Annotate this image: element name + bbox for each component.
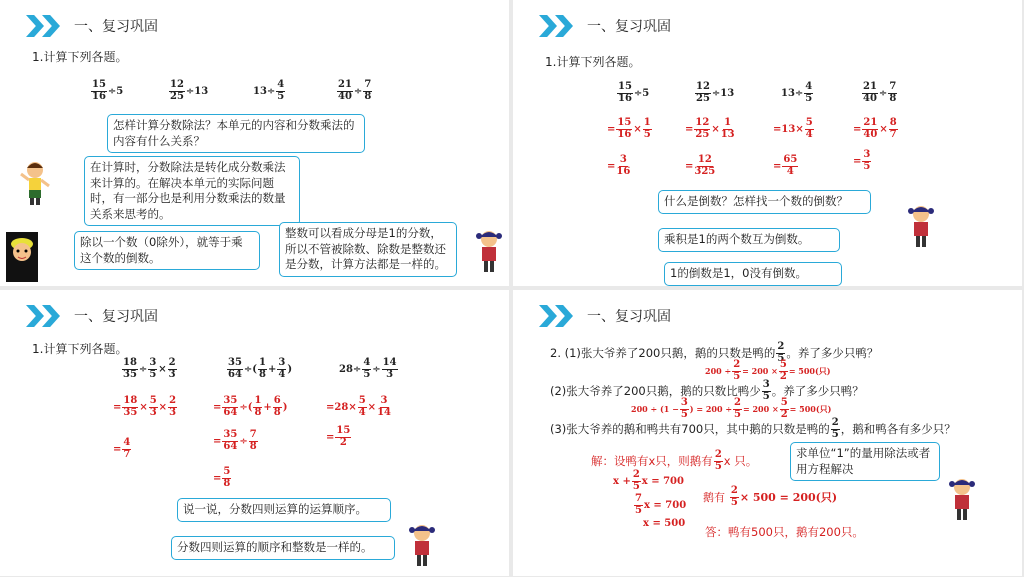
answer-1: 200 ÷ $\frac{2}{5}$ = 200 × $\frac{5}{2}$ = 500(只): [705, 359, 831, 382]
question-1: 2. (1)张大爷养了200只鹅，鹅的只数是鸭的 2 5 。养了多少只鸭？: [550, 341, 879, 364]
step-1: = $\frac{15}{16}$ × $\frac{1}{5}$: [607, 117, 651, 140]
problem-1: $\frac{15}{16}$ ÷5: [618, 81, 650, 104]
problem-1: 18 35 ÷ 3 5 × 2 3: [123, 357, 176, 380]
speech-bubble-answer: 在计算时，分数除法是转化成分数乘法来计算的。在解决本单元的实际问题时，有一部分也是利用分数乘法的数量关系来思考的。: [84, 156, 300, 226]
result-3: = 15 2: [326, 425, 351, 448]
equation-3: x = 500: [643, 518, 686, 529]
problem-3: 13÷ $\frac{4}{5}$: [253, 79, 285, 102]
result-1: = $\frac{3}{16}$: [607, 154, 631, 177]
step-1: = 18 35 × 5 3 × 2 3: [113, 395, 177, 418]
problem-4: $\frac{21}{40}$ ÷ $\frac{7}{8}$: [338, 79, 372, 102]
speech-bubble-answer: 乘积是1的两个数互为倒数。: [658, 228, 840, 252]
result-2: = $\frac{12}{325}$: [685, 154, 716, 177]
problem-1: $\frac{15}{16}$ ÷5: [92, 79, 124, 102]
result-1: = 4 7: [113, 437, 131, 460]
speech-bubble-question: 什么是倒数？怎样找一个数的倒数？: [658, 190, 871, 214]
answer-2: 200 ÷ (1 − $\frac{3}{5}$ ) = 200 ÷ $\frac{2}{5}$ = 200 × $\frac{5}{2}$ = 500(只): [631, 397, 832, 420]
step-2: = $\frac{12}{25}$ × $\frac{1}{13}$: [685, 117, 735, 140]
girl-pigtails-icon: [945, 476, 979, 522]
question-2: (2)张大爷养了200只鹅，鹅的只数比鸭少 3 5 。养了多少只鸭？: [550, 379, 864, 402]
solution-setup: 解：设鸭有x只，则鹅有 2 5 x 只。: [591, 449, 758, 472]
problem-2: 35 64 ÷( 1 8 + 3 4 ): [228, 357, 293, 380]
question-3: (3)张大爷养的鹅和鸭共有700只，其中鹅的只数是鸭的 2 5 ，鹅和鸭各有多少只？: [550, 417, 956, 440]
section-header: [539, 13, 671, 39]
result-3: = $\frac{65}{4}$: [773, 154, 798, 177]
speech-bubble-integer: 整数可以看成分母是1的分数，所以不管被除数、除数是整数还是分数，计算方法都是一样的。: [279, 222, 457, 277]
speech-bubble-fact: 1的倒数是1，0没有倒数。: [664, 262, 842, 286]
step-2b: = 35 64 ÷ 7 8: [213, 429, 257, 452]
problem-3: 13÷ $\frac{4}{5}$: [781, 81, 813, 104]
question-subtitle: 1.计算下列各题。: [545, 55, 641, 69]
boy-character-icon: [6, 232, 38, 282]
girl-pigtails-icon: [405, 522, 439, 568]
speech-bubble-question: 怎样计算分数除法？本单元的内容和分数乘法的内容有什么关系？: [107, 114, 365, 153]
equation-1: x + $\frac{2}{5}$ x = 700: [613, 469, 684, 492]
chevron-arrows-icon: [26, 305, 66, 327]
chevron-arrows-icon: [26, 15, 66, 37]
slide-panel-2[interactable]: [513, 0, 1022, 286]
problem-2: $\frac{12}{25}$ ÷13: [696, 81, 735, 104]
section-title: 一、复习巩固: [74, 309, 158, 325]
section-header: [26, 303, 158, 329]
step-3: = 28 × 5 4 × 3 14: [326, 395, 391, 418]
slide-panel-1[interactable]: [0, 0, 509, 286]
girl-pigtails-icon: [904, 203, 938, 249]
speech-bubble-answer: 分数四则运算的顺序和整数是一样的。: [171, 536, 395, 560]
section-header: [539, 303, 671, 329]
final-answer: 答：鸭有500只，鹅有200只。: [705, 525, 864, 539]
question-subtitle: 1.计算下列各题。: [32, 342, 128, 356]
step-2a: = 35 64 ÷( 1 8 + 6 8 ): [213, 395, 288, 418]
girl-character-icon: [18, 160, 52, 206]
chevron-arrows-icon: [539, 15, 579, 37]
result-4: = $\frac{3}{5}$: [853, 149, 871, 172]
section-header: [26, 13, 158, 39]
goose-calculation: 鹅有 $\frac{2}{5}$ × 500 = 200(只): [703, 485, 838, 508]
result-2: = 5 8: [213, 466, 231, 489]
equation-2: 7 5 x = 700: [635, 493, 687, 516]
speech-bubble-reciprocal: 除以一个数（0除外），就等于乘这个数的倒数。: [74, 231, 260, 270]
girl-pigtails-icon: [472, 228, 506, 274]
question-subtitle: 1.计算下列各题。: [32, 50, 128, 64]
chevron-arrows-icon: [539, 305, 579, 327]
speech-bubble-hint: 求单位“1”的量用除法或者用方程解决: [790, 442, 940, 481]
slide-panel-3[interactable]: [0, 290, 509, 576]
problem-4: $\frac{21}{40}$ ÷ $\frac{7}{8}$: [863, 81, 897, 104]
section-title: 一、复习巩固: [587, 19, 671, 35]
step-4: = $\frac{21}{40}$ × $\frac{8}{7}$: [853, 117, 897, 140]
problem-3: 28 ÷ 4 5 ÷ 14 3: [339, 357, 397, 380]
slide-panel-4[interactable]: [513, 290, 1022, 576]
problem-2: $\frac{12}{25}$ ÷13: [170, 79, 209, 102]
section-title: 一、复习巩固: [74, 19, 158, 35]
step-3: = 13 × $\frac{5}{4}$: [773, 117, 813, 140]
speech-bubble-question: 说一说，分数四则运算的运算顺序。: [177, 498, 391, 522]
section-title: 一、复习巩固: [587, 309, 671, 325]
